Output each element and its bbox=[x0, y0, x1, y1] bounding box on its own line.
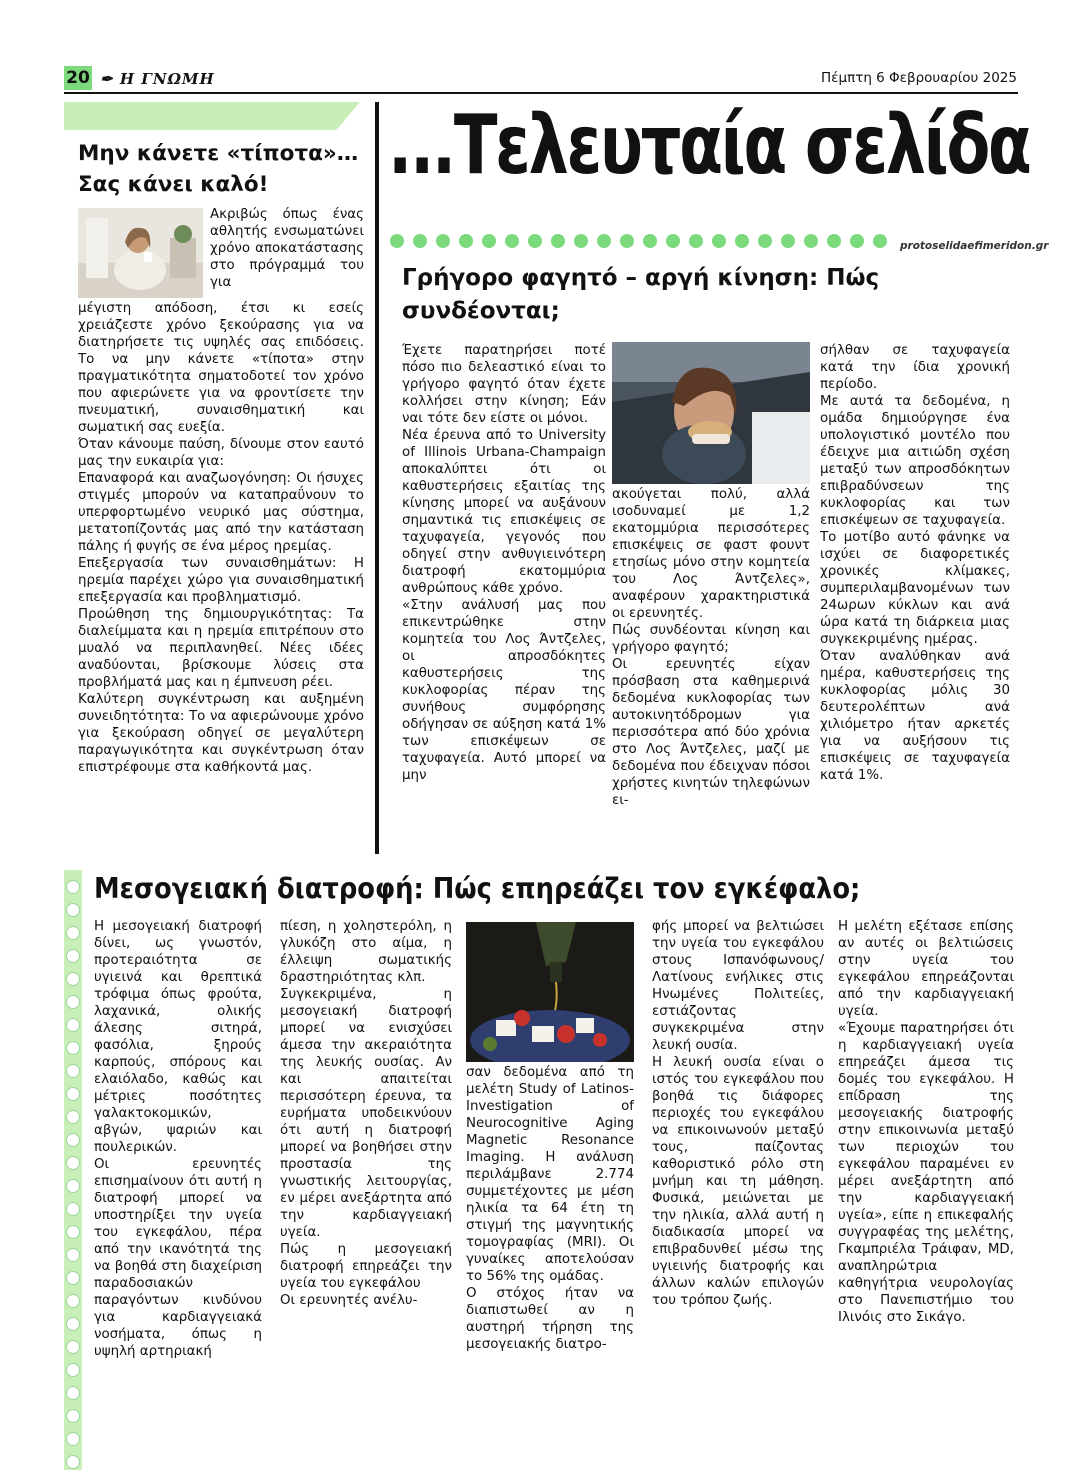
article3-col3: σαν δεδομένα από τη μελέτη Study of Latinos-Investigation of Neurocognitive Aging Magnetic Resonance Imaging. Η ανάλυση περιλάμβανε 2.774 συμμετέχοντες με μέση ηλικία τα 64 έτη τη στιγμή της μαγνητικής τομογραφίας (MRI). Οι γυναίκες αποτελούσαν το 56% της ομάδας. Ο στόχος ήταν να διαπιστωθεί αν η αυστηρή τήρηση της μεσογειακής διατρο- bbox=[466, 1065, 634, 1352]
divider-dot bbox=[482, 234, 496, 248]
article2-col3: σήλθαν σε ταχυφαγεία κατά την ίδια χρονική περίοδο. Με αυτά τα δεδομένα, η ομάδα δημιούργησε ένα υπολογιστικό μοντέλο που έδειχνε μια αιτιώδη σχέση μεταξύ των απροσδόκητων επιβραδύνσεων της κυκλοφορίας και των επισκέψεων σε ταχυφαγεία. Το μοτίβο αυτό φάνηκε να ισχύει σε διαφορετικές χρονικές κλίμακες, συμπεριλαμβανομένων των 24ωρων κύκλων και ανά ώρα κατά τη διάρκεια μιας συγκεκριμένης ημέρας. Όταν αναλύθηκαν ανά ημέρα, καθυστερήσεις της κυκλοφορίας μόλις 30 δευτερολέπτων ανά χιλιόμετρο ήταν αρκετές για να αυξήσουν τις επισκέψεις σε ταχυφαγεία κατά 1%. bbox=[820, 343, 1010, 783]
divider-dot bbox=[873, 234, 887, 248]
binder-hole bbox=[66, 1294, 80, 1308]
divider-dot bbox=[781, 234, 795, 248]
header-rule bbox=[64, 92, 1018, 94]
divider-dot bbox=[528, 234, 542, 248]
binder-hole bbox=[66, 1271, 80, 1285]
divider-dot bbox=[413, 234, 427, 248]
divider-dot bbox=[735, 234, 749, 248]
binder-holes bbox=[66, 880, 80, 1469]
divider-dot bbox=[689, 234, 703, 248]
binder-hole bbox=[66, 1018, 80, 1032]
article1-headline: Μην κάνετε «τίποτα»… Σας κάνει καλό! bbox=[78, 141, 359, 197]
divider-dot bbox=[804, 234, 818, 248]
article3-col5: Η μελέτη εξέτασε επίσης αν αυτές οι βελτιώσεις στην υγεία του εγκεφάλου επηρεάζονται από την καρδιαγγειακή υγεία. «Έχουμε παρατηρήσει ότι η καρδιαγγειακή υγεία επηρεάζει άμεσα τις δομές του εγκεφάλου. Η επίδραση της μεσογειακής διατροφής στην επικοινωνία μεταξύ των περιοχών του εγκεφάλου παραμένει εν μέρει ανεξάρτητη από την καρδιαγγειακή υγεία», είπε η επικεφαλής συγγραφέας της μελέτης, Γκαμπριέλα Τράιφαν, MD, αναπληρώτρια καθηγήτρια νευρολογίας στο Πανεπιστήμιο του Ιλινόις στο Σικάγο. bbox=[838, 919, 1014, 1325]
binder-hole bbox=[66, 1340, 80, 1354]
article1-photo bbox=[78, 208, 203, 298]
binder-hole bbox=[66, 1386, 80, 1400]
divider-dot bbox=[574, 234, 588, 248]
binder-hole bbox=[66, 1064, 80, 1078]
divider-dot bbox=[390, 234, 404, 248]
site-credit: protoselidaefimeridon.gr bbox=[900, 240, 1049, 252]
binder-hole bbox=[66, 1432, 80, 1446]
divider-dot bbox=[597, 234, 611, 248]
binder-hole bbox=[66, 1156, 80, 1170]
binder-hole bbox=[66, 926, 80, 940]
binder-hole bbox=[66, 972, 80, 986]
binder-hole bbox=[66, 1202, 80, 1216]
publication-name: Η ΓΝΩΜΗ bbox=[119, 70, 215, 88]
binder-hole bbox=[66, 1133, 80, 1147]
article3-headline: Μεσογειακή διατροφή: Πώς επηρεάζει τον εγκέφαλο; bbox=[94, 872, 861, 905]
binder-hole bbox=[66, 1110, 80, 1124]
divider-dot bbox=[666, 234, 680, 248]
divider-dot bbox=[643, 234, 657, 248]
issue-date: Πέμπτη 6 Φεβρουαρίου 2025 bbox=[821, 70, 1017, 86]
divider-dot bbox=[850, 234, 864, 248]
article2-col2: ακούγεται πολύ, αλλά ισοδυναμεί με 1,2 εκατομμύρια περισσότερες επισκέψεις σε φαστ φουντ ετησίως μόνο στην κομητεία του Λος Άντζελες», αναφέρουν χαρακτηριστικά οι ερευνητές. Πώς συνδέονται κίνηση και γρήγορο φαγητό; Οι ερευνητές είχαν πρόσβαση στα καθημερινά δεδομένα κυκλοφορίας των αυτοκινητόδρομων για περισσότερα από δύο χρόνια στο Λος Άντζελες, μαζί με δεδομένα που έδειχναν πόσοι χρήστες κινητών τηλεφώνων ει- bbox=[612, 487, 810, 808]
page-title: ...Τελευταία σελίδα bbox=[388, 98, 1030, 193]
article3-col1: Η μεσογειακή διατροφή δίνει, ως γνωστόν, προτεραιότητα σε υγιεινά και θρεπτικά τρόφιμα όπως φρούτα, λαχανικά, ολικής άλεσης σιτηρά, φασόλια, ξηρούς καρπούς, σπόρους και ελαιόλαδο, καθώς και μέτριες ποσότητες γαλακτοκομικών, αβγών, ψαριών και πουλερικών. Οι ερευνητές επισημαίνουν ότι αυτή η διατροφή μπορεί να υποστηρίξει την υγεία του εγκεφάλου, πέρα από την ικανότητά της να βοηθά στη διαχείριση παραδοσιακών παραγόντων κινδύνου για καρδιαγγειακά νοσήματα, όπως η υψηλή αρτηριακή bbox=[94, 919, 262, 1359]
binder-hole bbox=[66, 1248, 80, 1262]
binder-hole bbox=[66, 903, 80, 917]
divider-dot bbox=[505, 234, 519, 248]
section-green-bar bbox=[64, 102, 360, 130]
article3-col2: πίεση, η χοληστερόλη, η γλυκόζη στο αίμα, η έλλειψη σωματικής δραστηριότητας κλπ. Συγκεκριμένα, η μεσογειακή διατροφή μπορεί να ενισχύσει άμεσα την ακεραιότητα της λευκής ουσίας. Αν και απαιτείται περισσότερη έρευνα, τα ευρήματα υποδεικνύουν ότι αυτή η διατροφή μπορεί να βοηθήσει στην προστασία της γνωστικής λειτουργίας, εν μέρει ανεξάρτητα από την καρδιαγγειακή υγεία. Πώς η μεσογειακή διατροφή επηρεάζει την υγεία του εγκεφάλου Οι ερευνητές ανέλυ- bbox=[280, 919, 452, 1308]
binder-hole bbox=[66, 1455, 80, 1469]
article1-text-main: μέγιστη απόδοση, έτσι κι εσείς χρειάζεστε χρόνο ξεκούρασης για να διατηρήσετε τις υψηλές σας επιδόσεις. Το να μην κάνετε «τίποτα» στην πραγματικότητα σηματοδοτεί τον χρόνο που αφιερώνετε για να φροντίσετε την πνευματική, συναισθηματική και σωματική σας ευεξία. Όταν κάνουμε παύση, δίνουμε στον εαυτό μας την ευκαιρία για: Επαναφορά και αναζωογόνηση: Οι ήσυχες στιγμές μπορούν να καταπραΰνουν το υπερφορτωμένο νευρικό μας σύστημα, μετατοπίζοντάς μας από την κατάσταση πάλης ή φυγής σε ένα μέρος ηρεμίας. Επεξεργασία των συναισθημάτων: Η ηρεμία παρέχει χώρο για συναισθηματική επεξεργασία και προβληματισμό. Προώθηση της δημιουργικότητας: Τα διαλείμματα και η ηρεμία επιτρέπουν στο μυαλό να περιπλανηθεί. Νέες ιδέες αναδύονται, βρίσκουμε λύσεις στα προβλήματά μας και η έμπνευση ρέει. Καλύτερη συγκέντρωση και αυξημένη συνειδητότητα: Το να αφιερώνουμε χρόνο για ξεκούραση οδηγεί σε μεγαλύτερη παραγωγικότητα και συγκέντρωση όταν επιστρέφουμε στα καθήκοντά μας. bbox=[78, 301, 364, 775]
binder-hole bbox=[66, 1363, 80, 1377]
binder-hole bbox=[66, 1317, 80, 1331]
article1-text-top: Ακριβώς όπως ένας αθλητής ενσωματώνει χρόνο αποκατάστασης στο πρόγραμμά του για bbox=[210, 207, 364, 290]
quill-icon: ✒ bbox=[100, 70, 114, 88]
divider-dot bbox=[436, 234, 450, 248]
publication-logo bbox=[100, 70, 215, 88]
article2-headline: Γρήγορο φαγητό – αργή κίνηση: Πώς συνδέονται; bbox=[402, 265, 880, 324]
article3-col4: φής μπορεί να βελτιώσει την υγεία του εγκεφάλου στους Ισπανόφωνους/Λατίνους ενήλικες στις Ηνωμένες Πολιτείες, εστιάζοντας συγκεκριμένα στην λευκή ουσία. Η λευκή ουσία είναι ο ιστός του εγκεφάλου που βοηθά τις διάφορες περιοχές του εγκεφάλου να επικοινωνούν μεταξύ τους, παίζοντας καθοριστικό ρόλο στη μνήμη και τη μάθηση. Φυσικά, μειώνεται με την ηλικία, αλλά αυτή η διαδικασία μπορεί να επιβραδυνθεί μέσω της υγιεινής διατροφής και άλλων καλών επιλογών του τρόπου ζωής. bbox=[652, 919, 824, 1308]
binder-hole bbox=[66, 880, 80, 894]
divider-dot bbox=[827, 234, 841, 248]
divider-dot bbox=[459, 234, 473, 248]
column-rule bbox=[375, 102, 379, 854]
binder-hole bbox=[66, 1179, 80, 1193]
binder-hole bbox=[66, 995, 80, 1009]
divider-dot bbox=[551, 234, 565, 248]
binder-hole bbox=[66, 1041, 80, 1055]
article2-col1: Έχετε παρατηρήσει ποτέ πόσο πιο δελεαστικό είναι το γρήγορο φαγητό όταν έχετε κολλήσει στην κίνηση; Εάν ναι τότε δεν είστε οι μόνοι. Νέα έρευνα από το University of Illinois Urbana-Champaign αποκαλύπτει ότι οι καθυστερήσεις εξαιτίας της κίνησης μπορεί να αυξάνουν σημαντικά τις επισκέψεις σε ταχυφαγεία, γεγονός που οδηγεί στην ανθυγιεινότερη διατροφή εκατομμύρια ανθρώπους κάθε χρόνο. «Στην ανάλυσή μας που επικεντρώθηκε στην κομητεία του Λος Άντζελες, οι απροσδόκητες καθυστερήσεις της κυκλοφορίας πέραν της συνήθους συμφόρησης οδήγησαν σε αύξηση κατά 1% των επισκέψεων σε ταχυφαγεία. Αυτό μπορεί να μην bbox=[402, 343, 606, 783]
binder-hole bbox=[66, 1087, 80, 1101]
article2-photo bbox=[612, 342, 810, 484]
page-number: 20 bbox=[64, 66, 92, 90]
binder-hole bbox=[66, 949, 80, 963]
binder-hole bbox=[66, 1225, 80, 1239]
article3-photo bbox=[466, 922, 634, 1062]
divider-dot bbox=[758, 234, 772, 248]
divider-dot bbox=[712, 234, 726, 248]
dotted-divider bbox=[390, 232, 910, 250]
binder-hole bbox=[66, 1409, 80, 1423]
divider-dot bbox=[620, 234, 634, 248]
